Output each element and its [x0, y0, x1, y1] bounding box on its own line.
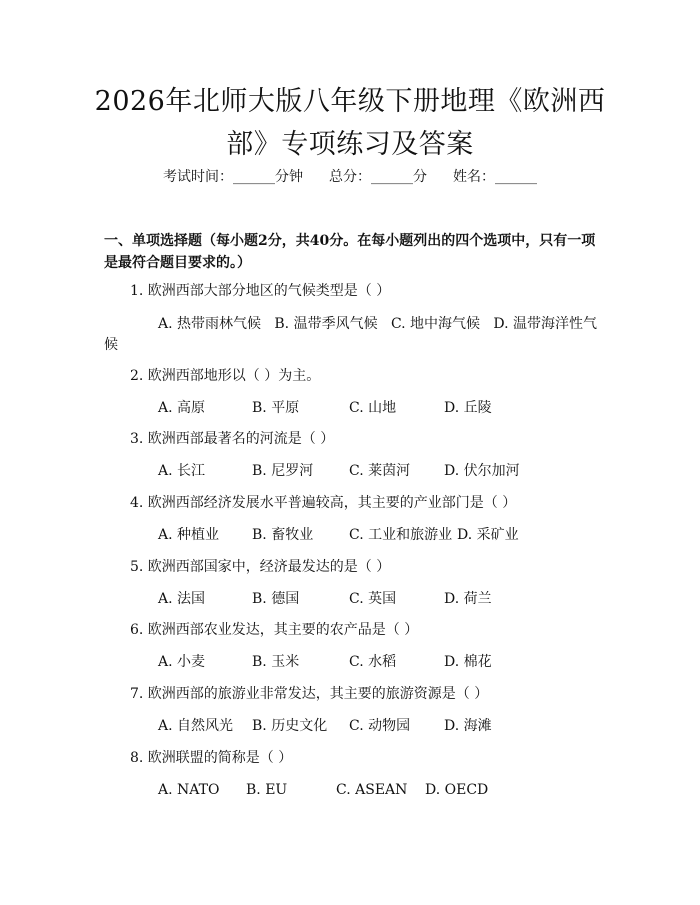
question-stem: 6. 欧洲西部农业发达，其主要的农产品是（ ）: [130, 622, 419, 638]
option: B. 历史文化: [252, 718, 328, 734]
exam-meta: [0, 166, 700, 188]
option: C. 动物园: [349, 718, 411, 734]
option: D. 伏尔加河: [444, 463, 520, 479]
option: A. 长江: [158, 463, 206, 479]
option: A. 法国: [158, 591, 206, 607]
question-stem: 1. 欧洲西部大部分地区的气候类型是（ ）: [130, 283, 391, 299]
option: C. 英国: [349, 591, 397, 607]
option: C. 莱茵河: [349, 463, 411, 479]
option: A. 热带雨林气候: [158, 316, 262, 332]
option: D. 温带海洋性气候: [104, 316, 598, 353]
option: B. 畜牧业: [252, 527, 314, 543]
option: B. 尼罗河: [252, 463, 314, 479]
option: B. 温带季风气候: [274, 316, 378, 332]
question-stem: 5. 欧洲西部国家中，经济最发达的是（ ）: [130, 559, 391, 575]
student-name-label: 姓名：______: [453, 169, 537, 185]
option: C. 地中海气候: [390, 316, 481, 332]
option: D. 棉花: [444, 654, 492, 670]
option: D. 采矿业: [457, 527, 519, 543]
question-stem: 8. 欧洲联盟的简称是（ ）: [130, 750, 293, 766]
section-heading: 一、单项选择题（每小题2分，共40分。在每小题列出的四个选项中，只有一项是最符合题目要求的。）: [104, 233, 596, 271]
exam-time-label: 考试时间：______分钟: [163, 169, 303, 185]
option: A. 小麦: [158, 654, 206, 670]
option: A. NATO: [158, 782, 220, 798]
option: D. 丘陵: [444, 400, 492, 416]
option: D. 荷兰: [444, 591, 492, 607]
option: C. 水稻: [349, 654, 397, 670]
option: B. EU: [246, 782, 288, 798]
question-stem: 2. 欧洲西部地形以（ ）为主。: [130, 368, 321, 384]
option: A. 种植业: [158, 527, 220, 543]
question-options: [104, 314, 599, 356]
option: B. 玉米: [252, 654, 300, 670]
option: C. 山地: [349, 400, 397, 416]
option: A. 高原: [158, 400, 206, 416]
option: B. 德国: [252, 591, 300, 607]
page-title: 2026年北师大版八年级下册地理《欧洲西部》专项练习及答案: [94, 86, 606, 160]
option: D. OECD: [425, 782, 489, 798]
question-stem: 3. 欧洲西部最著名的河流是（ ）: [130, 431, 335, 447]
total-score-label: 总分：______分: [329, 169, 427, 185]
question-stem: 4. 欧洲西部经济发展水平普遍较高，其主要的产业部门是（ ）: [130, 495, 517, 511]
option: C. 工业和旅游业: [349, 527, 453, 543]
option: D. 海滩: [444, 718, 492, 734]
question-stem: 7. 欧洲西部的旅游业非常发达，其主要的旅游资源是（ ）: [130, 686, 489, 702]
option: A. 自然风光: [158, 718, 234, 734]
option: C. ASEAN: [336, 782, 408, 798]
option: B. 平原: [252, 400, 300, 416]
